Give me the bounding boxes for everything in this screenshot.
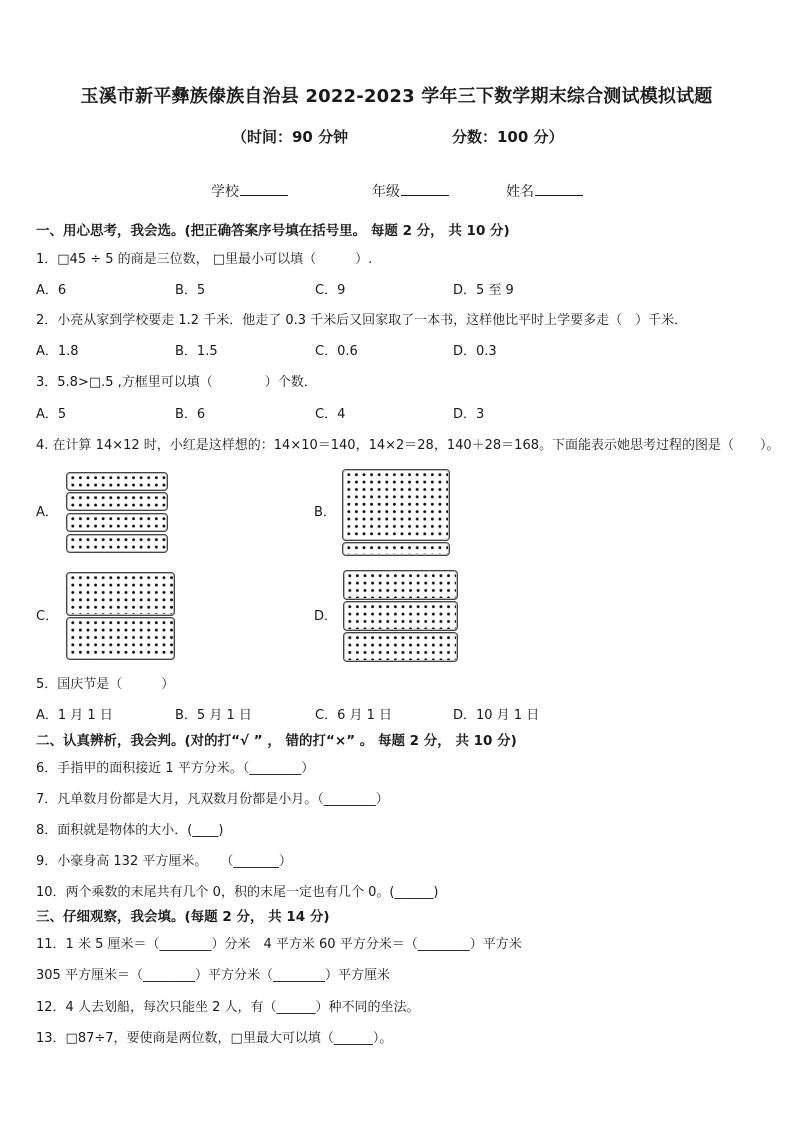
- question-1: 1．□45 ÷ 5 的商是三位数， □里最小可以填（ ）.: [36, 252, 373, 267]
- grade-blank[interactable]: [401, 183, 449, 196]
- question-10[interactable]: 10．两个乘数的末尾共有几个 0，积的末尾一定也有几个 0。(______): [36, 885, 439, 900]
- dot-array-block: [343, 632, 458, 662]
- q2-option-b[interactable]: B．1.5: [175, 344, 218, 359]
- name-label: 姓名: [506, 184, 534, 200]
- q1-option-c[interactable]: C．9: [315, 283, 346, 298]
- question-13[interactable]: 13．□87÷7，要使商是两位数，□里最大可以填（______）。: [36, 1031, 393, 1046]
- question-7[interactable]: 7．凡单数月份都是大月，凡双数月份都是小月。（________）: [36, 792, 389, 807]
- dot-array-block: [66, 617, 175, 660]
- dot-array-strip: [66, 472, 168, 491]
- q5-option-c[interactable]: C．6 月 1 日: [315, 708, 393, 723]
- q4-option-c-label[interactable]: C．: [36, 609, 59, 624]
- section3-heading: 三、仔细观察，我会填。(每题 2 分， 共 14 分): [36, 909, 330, 925]
- exam-score: 分数：100 分）: [452, 128, 564, 146]
- question-3: 3．5.8>□.5 ,方框里可以填（ ）个数．: [36, 375, 317, 390]
- question-2: 2．小亮从家到学校要走 1.2 千米．他走了 0.3 千米后又回家取了一本书，这样他比平时上学要多走（ ）千米．: [36, 313, 688, 328]
- q2-option-d[interactable]: D．0.3: [453, 344, 497, 359]
- exam-time: （时间：90 分钟: [232, 128, 349, 146]
- question-4: 4. 在计算 14×12 时，小红是这样想的：14×10＝140，14×2＝28，140＋28＝168。下面能表示她思考过程的图是（ ）。: [36, 438, 780, 453]
- q3-option-c[interactable]: C．4: [315, 407, 346, 422]
- school-label: 学校: [211, 184, 239, 200]
- q3-option-b[interactable]: B．6: [175, 407, 206, 422]
- q2-option-a[interactable]: A．1.8: [36, 344, 79, 359]
- question-11-line1[interactable]: 11．1 米 5 厘米＝（________）分米 4 平方米 60 平方分米＝（________）平方米: [36, 937, 522, 952]
- q4-option-a-label[interactable]: A．: [36, 505, 58, 520]
- grade-field[interactable]: [372, 183, 449, 199]
- dot-array-block: [66, 572, 175, 616]
- q4-option-d-label[interactable]: D．: [314, 609, 338, 624]
- q3-option-a[interactable]: A．5: [36, 407, 67, 422]
- grade-label: 年级: [372, 184, 400, 200]
- name-field[interactable]: [506, 183, 583, 199]
- q1-option-b[interactable]: B．5: [175, 283, 206, 298]
- q1-option-d[interactable]: D．5 至 9: [453, 283, 514, 298]
- school-field[interactable]: [211, 183, 288, 199]
- question-8[interactable]: 8．面积就是物体的大小．(____): [36, 823, 224, 838]
- dot-array-strip: [66, 513, 168, 532]
- q5-option-d[interactable]: D．10 月 1 日: [453, 708, 540, 723]
- question-9[interactable]: 9．小豪身高 132 平方厘米。 （_______）: [36, 854, 292, 869]
- dot-array-strip: [66, 492, 168, 511]
- name-blank[interactable]: [535, 183, 583, 196]
- page-title: 玉溪市新平彝族傣族自治县 2022-2023 学年三下数学期末综合测试模拟试题: [80, 86, 713, 107]
- q2-option-c[interactable]: C．0.6: [315, 344, 358, 359]
- dot-array-block: [343, 570, 458, 600]
- question-12[interactable]: 12．4 人去划船，每次只能坐 2 人，有（______）种不同的坐法。: [36, 1000, 420, 1015]
- school-blank[interactable]: [240, 183, 288, 196]
- question-11-line2[interactable]: 305 平方厘米＝（________）平方分米（________）平方厘米: [36, 968, 390, 983]
- question-6[interactable]: 6．手指甲的面积接近 1 平方分米。（________）: [36, 761, 315, 776]
- dot-array-block: [342, 469, 450, 541]
- question-5: 5．国庆节是（ ）: [36, 677, 175, 692]
- q4-option-b-label[interactable]: B．: [314, 505, 336, 520]
- section2-heading: 二、认真辨析，我会判。(对的打“√ ” ， 错的打“×” 。 每题 2 分， 共 10 分): [36, 733, 517, 749]
- q3-option-d[interactable]: D．3: [453, 407, 485, 422]
- q5-option-b[interactable]: B．5 月 1 日: [175, 708, 252, 723]
- section1-heading: 一、用心思考，我会选。(把正确答案序号填在括号里。 每题 2 分， 共 10 分): [36, 223, 510, 239]
- q1-option-a[interactable]: A．6: [36, 283, 67, 298]
- dot-array-strip: [66, 534, 168, 553]
- dot-array-block: [343, 601, 458, 631]
- dot-array-strip: [342, 542, 450, 556]
- q5-option-a[interactable]: A．1 月 1 日: [36, 708, 113, 723]
